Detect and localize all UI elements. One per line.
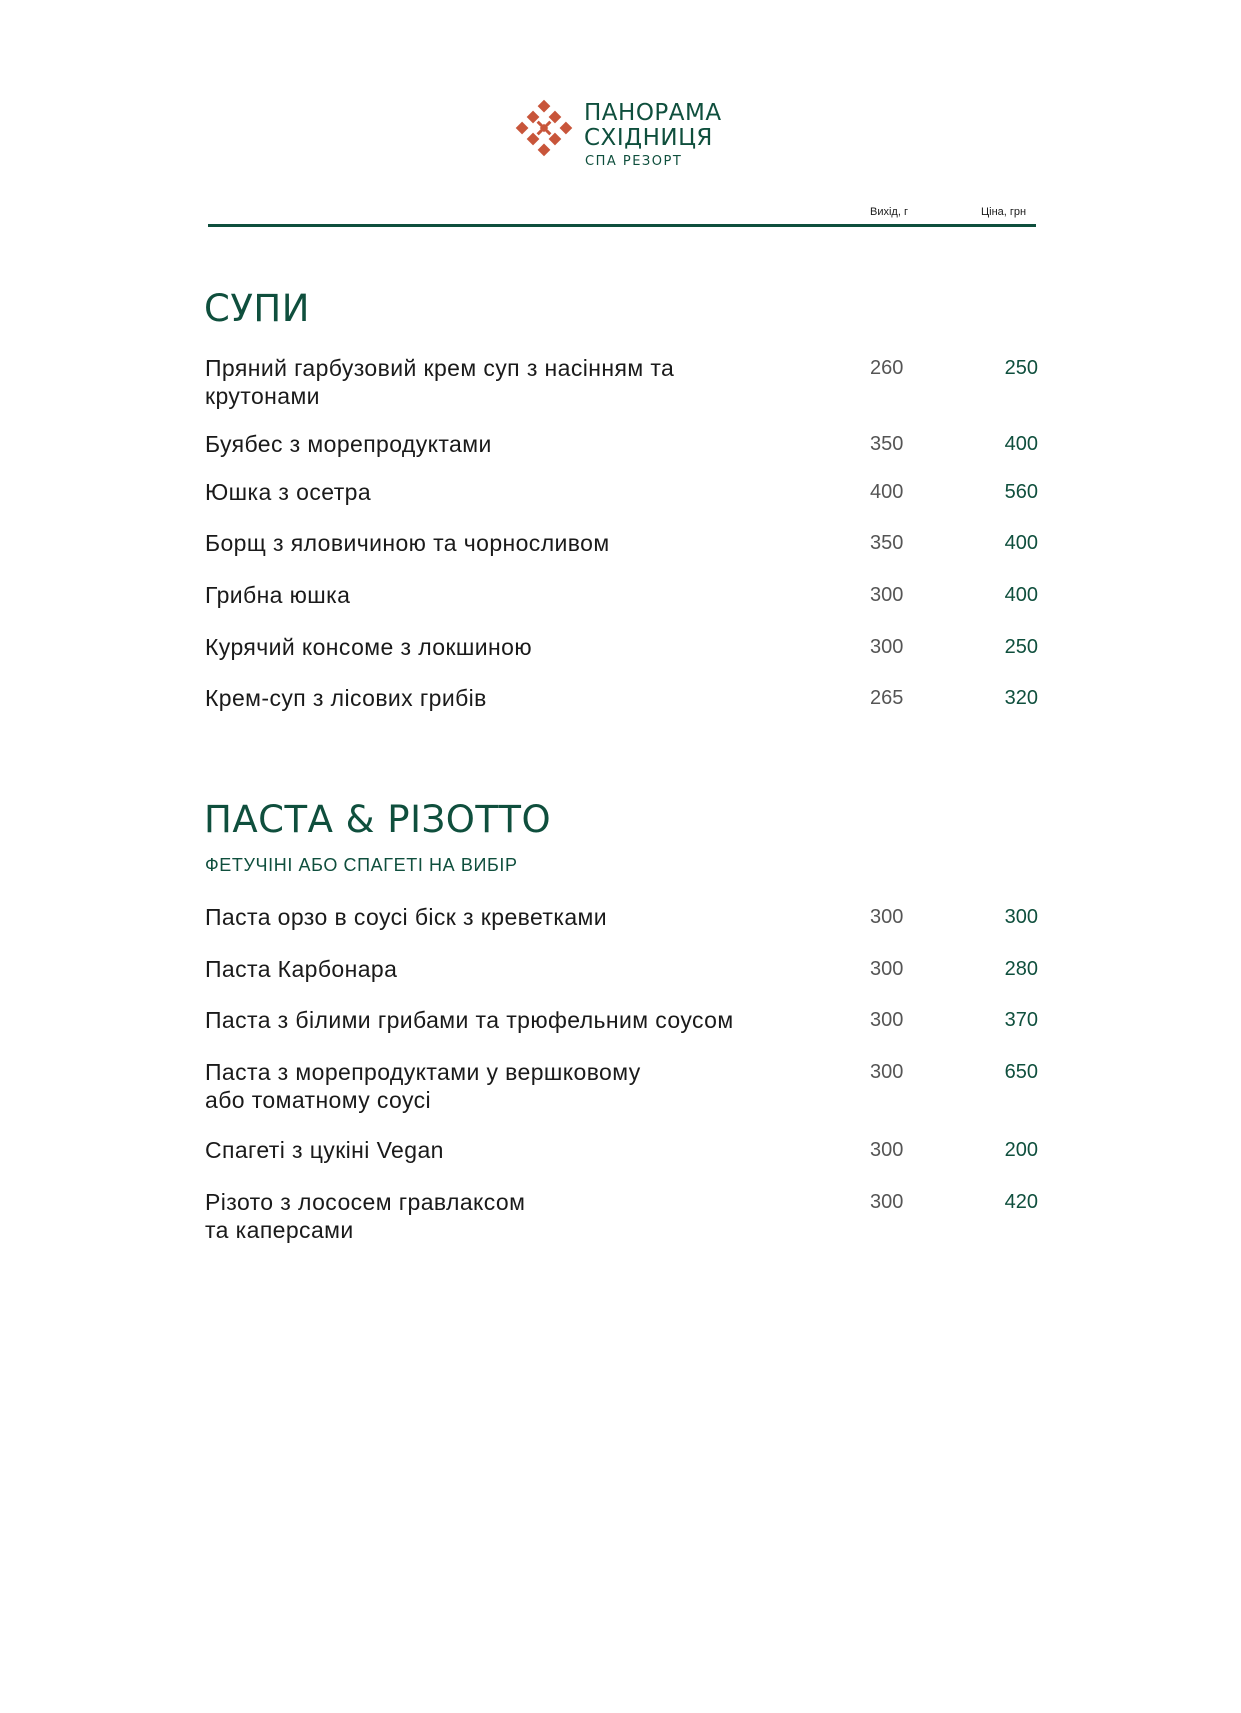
brand-subtitle: СПА РЕЗОРТ xyxy=(585,154,683,169)
item-price: 250 xyxy=(1004,357,1038,379)
item-name: Паста орзо в соусі біск з креветками xyxy=(205,904,607,930)
item-price: 560 xyxy=(1004,481,1038,503)
item-price: 400 xyxy=(1004,433,1038,455)
brand-logo xyxy=(512,96,732,172)
item-weight: 300 xyxy=(870,636,904,658)
column-header-weight: Вихід, г xyxy=(870,206,908,218)
brand-name-line1: ПАНОРАМА xyxy=(584,100,722,126)
item-weight: 300 xyxy=(870,584,904,606)
section-title-soups: СУПИ xyxy=(204,287,310,330)
item-price: 250 xyxy=(1004,636,1038,658)
item-name: Паста Карбонара xyxy=(205,956,398,982)
header-divider xyxy=(208,224,1036,227)
item-price: 420 xyxy=(1004,1191,1038,1213)
item-name: Різото з лососем гравлаксом та каперсами xyxy=(205,1189,526,1243)
item-name: Юшка з осетра xyxy=(205,479,372,505)
item-weight: 300 xyxy=(870,1139,904,1161)
item-weight: 350 xyxy=(870,532,904,554)
item-weight: 260 xyxy=(870,357,904,379)
item-weight: 400 xyxy=(870,481,904,503)
item-name: Паста з білими грибами та трюфельним соусом xyxy=(205,1007,734,1033)
item-price: 370 xyxy=(1004,1009,1038,1031)
item-weight: 300 xyxy=(870,958,904,980)
item-name: Курячий консоме з локшиною xyxy=(205,634,532,660)
item-price: 300 xyxy=(1004,906,1038,928)
item-weight: 300 xyxy=(870,906,904,928)
item-price: 320 xyxy=(1004,687,1038,709)
item-weight: 265 xyxy=(870,687,904,709)
item-weight: 300 xyxy=(870,1009,904,1031)
item-name: Пряний гарбузовий крем суп з насінням та крутонами xyxy=(205,355,675,409)
item-price: 650 xyxy=(1004,1061,1038,1083)
item-price: 280 xyxy=(1004,958,1038,980)
item-name: Спагеті з цукіні Vegan xyxy=(205,1137,444,1163)
item-price: 200 xyxy=(1004,1139,1038,1161)
item-price: 400 xyxy=(1004,584,1038,606)
brand-name-line2: СХІДНИЦЯ xyxy=(584,125,713,151)
item-weight: 350 xyxy=(870,433,904,455)
ornament-icon xyxy=(512,96,576,160)
column-header-price: Ціна, грн xyxy=(981,206,1027,218)
section-subtitle-pasta: ФЕТУЧІНІ АБО СПАГЕТІ НА ВИБІР xyxy=(205,855,518,875)
section-title-pasta: ПАСТА & РІЗОТТО xyxy=(204,798,552,841)
item-name: Борщ з яловичиною та чорносливом xyxy=(205,530,610,556)
item-name: Паста з морепродуктами у вершковому або томатному соусі xyxy=(205,1059,641,1113)
item-name: Грибна юшка xyxy=(205,582,351,608)
item-price: 400 xyxy=(1004,532,1038,554)
item-name: Крем-суп з лісових грибів xyxy=(205,685,487,711)
item-weight: 300 xyxy=(870,1191,904,1213)
item-weight: 300 xyxy=(870,1061,904,1083)
item-name: Буябес з морепродуктами xyxy=(205,431,492,457)
